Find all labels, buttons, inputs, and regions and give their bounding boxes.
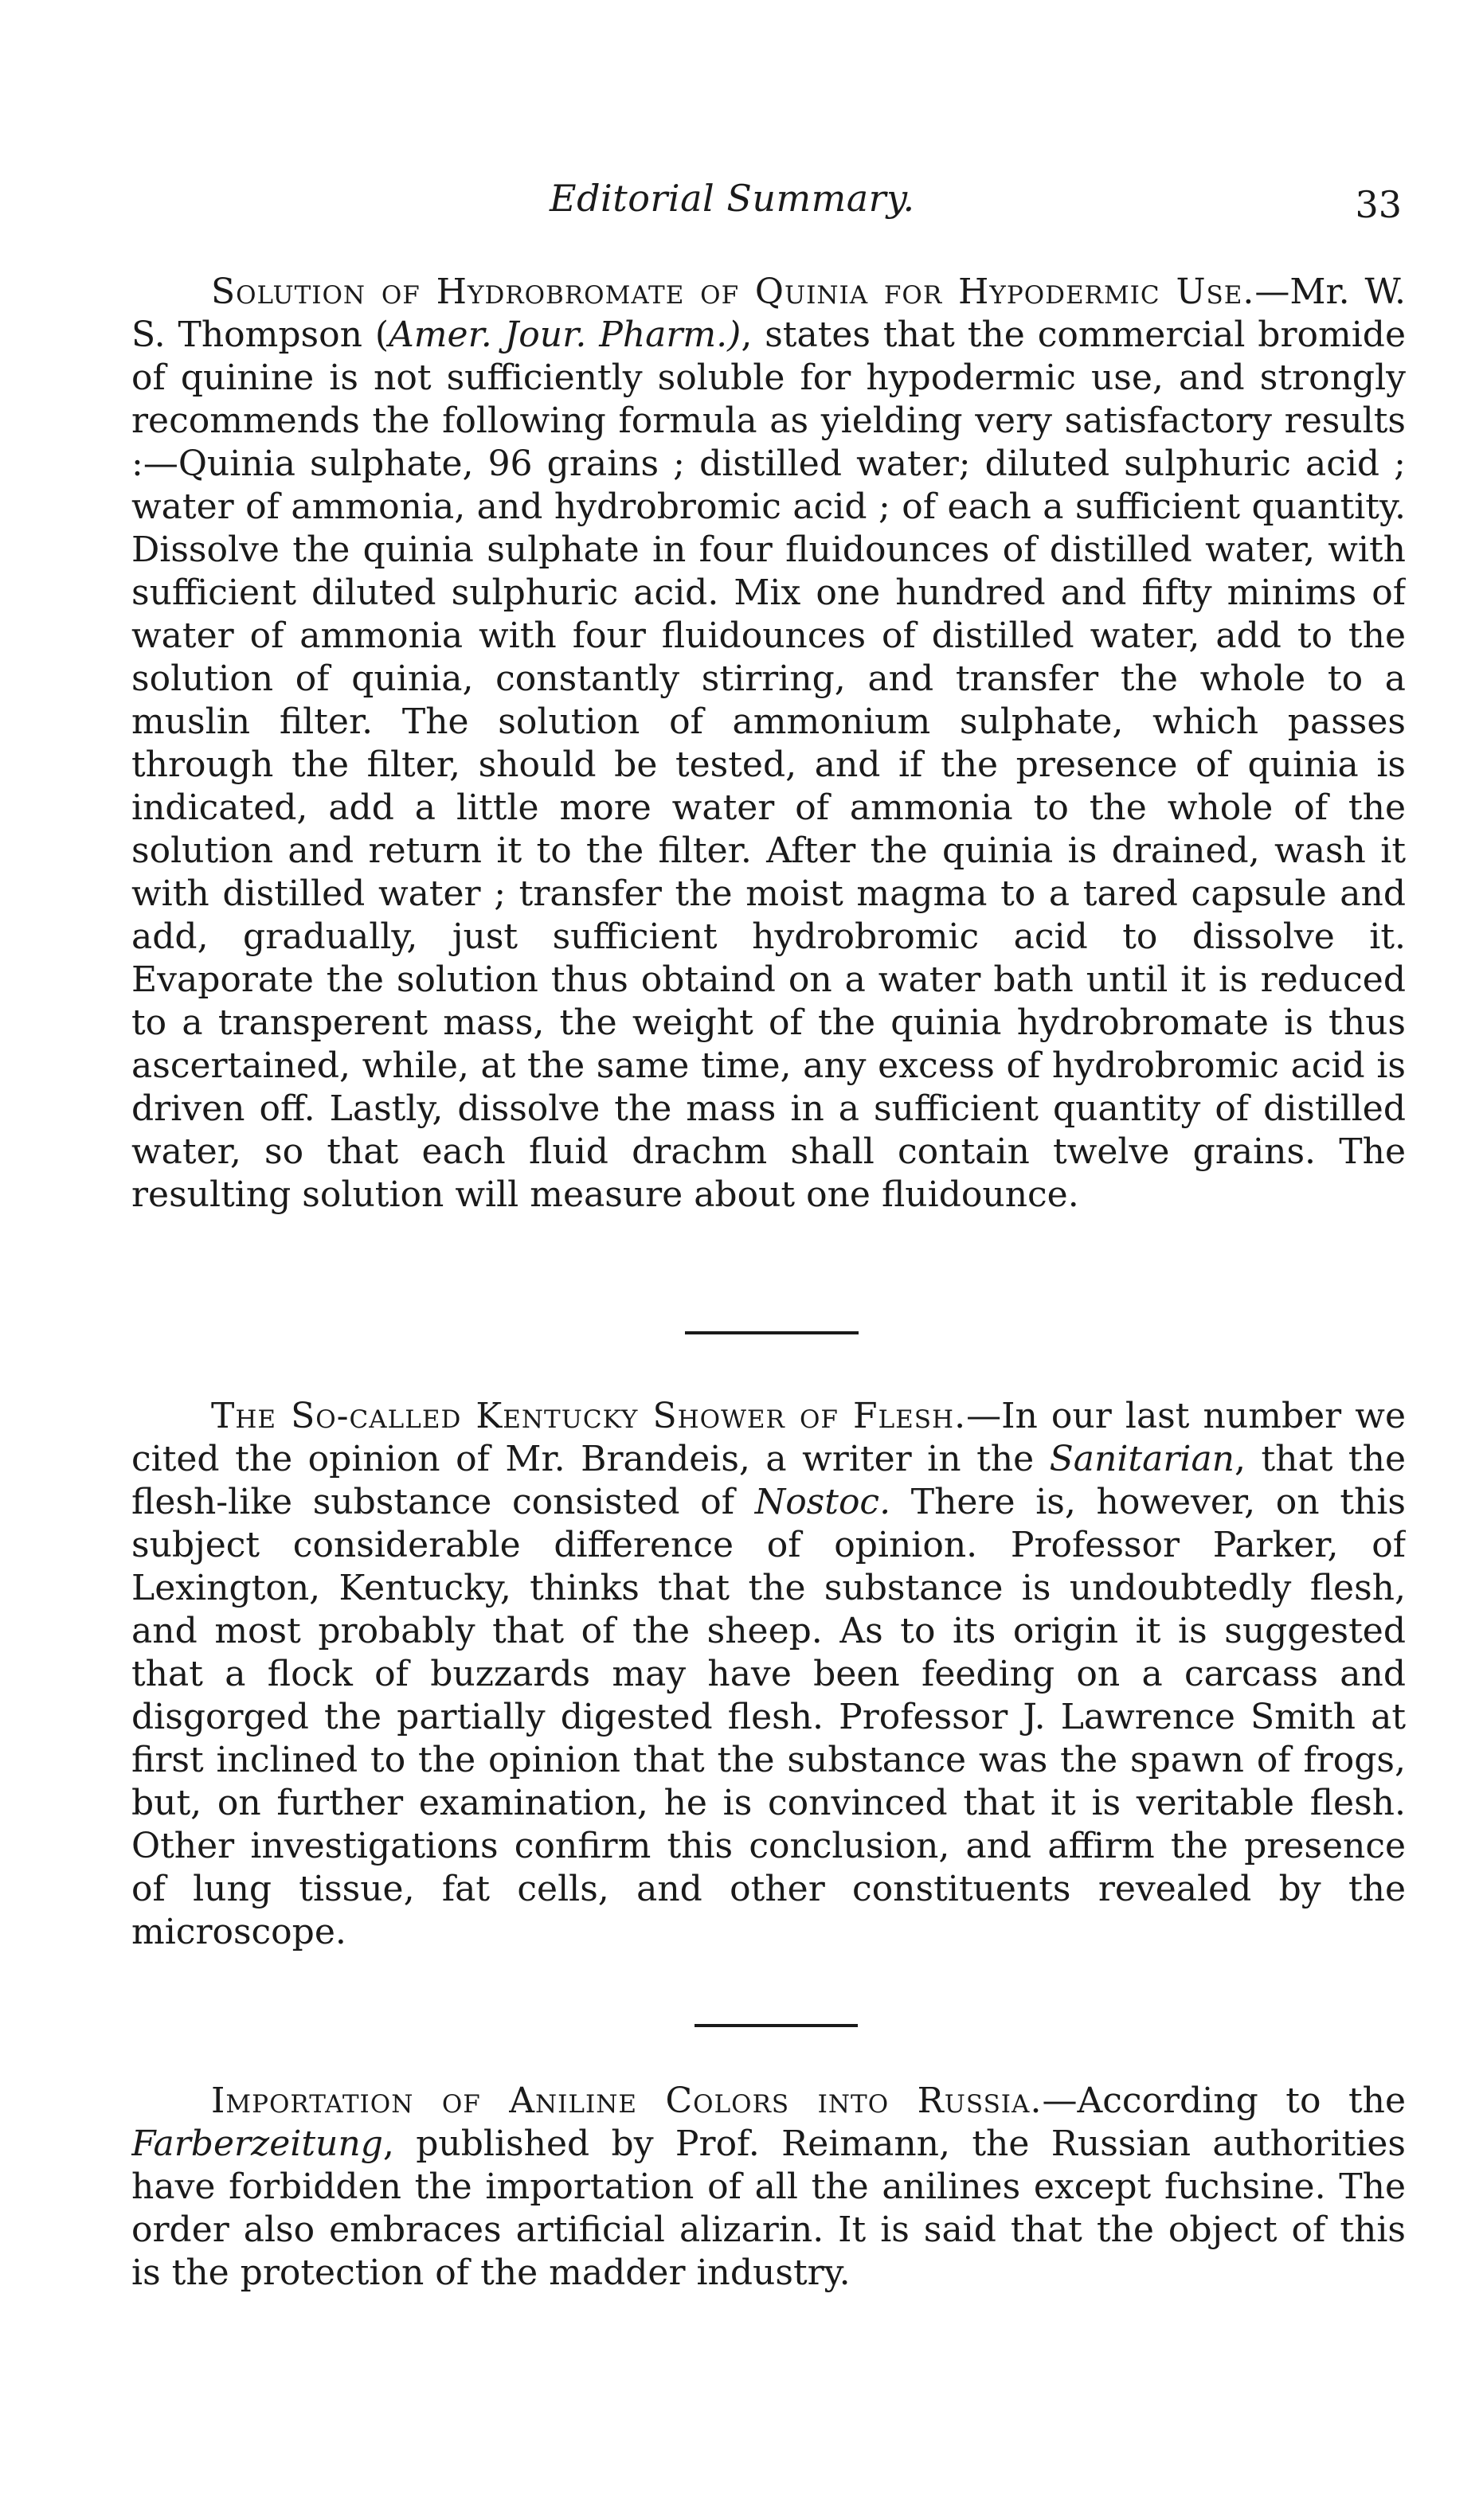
- page-number: 33: [1355, 183, 1402, 226]
- citation: Sanitarian: [1049, 1439, 1235, 1479]
- article-hydrobromate-of-quinia: [131, 271, 1406, 1217]
- citation: Farberzeitung: [131, 2123, 383, 2164]
- article-text: —According to the: [1042, 2080, 1406, 2121]
- article-heading: Solution of Hydrobromate of Quinia for Hypodermic Use.: [211, 272, 1255, 312]
- article-text: , published by Prof. Reimann, the Russian authorities have forbidden the importation of all the anilines except fuchsine. The order also embraces artificial alizarin. It is said that the object of this is the protection of the madder industry.: [131, 2123, 1406, 2293]
- section-divider: [685, 1331, 859, 1334]
- citation: Nostoc.: [754, 1482, 891, 1522]
- running-head: [127, 177, 1402, 225]
- article-text: There is, however, on this subject considerable difference of opinion. Professor Parker, of Lexington, Kentucky, thinks that the substance is undoubtedly flesh, and most probably that of the sheep. As to its origin it is suggested that a flock of buzzards may have been feeding on a carcass and disgorged the partially digested flesh. Professor J. Lawrence Smith at first inclined to the opinion that the substance was the spawn of frogs, but, on further examination, he is convinced that it is veritable flesh. Other investigations confirm this conclusion, and affirm the presence of lung tissue, fat cells, and other constituents revealed by the microscope.: [131, 1482, 1406, 1952]
- section-divider: [695, 2024, 858, 2027]
- article-aniline-colors-russia: [131, 2080, 1406, 2295]
- running-title: Editorial Summary.: [550, 177, 915, 220]
- article-text: , states that the commercial bromide of quinine is not sufficiently soluble for hypodermic use, and strongly recommends the following formula as yielding very satisfactory results :—Quinia sulphate, 96 grains ; distilled water; diluted sulphuric acid ; water of ammonia, and hydrobromic acid ; of each a sufficient quantity. Dissolve the quinia sulphate in four fluidounces of distilled water, with sufficient diluted sulphuric acid. Mix one hundred and fifty minims of water of ammonia with four fluidounces of distilled water, add to the solution of quinia, constantly stirring, and transfer the whole to a muslin filter. The solution of ammonium sulphate, which passes through the filter, should be tested, and if the presence of quinia is indicated, add a little more water of ammonia to the whole of the solution and return it to the filter. After the quinia is drained, wash it with distilled water ; transfer the moist magma to a tared capsule and add, gradually, just sufficient hydrobromic acid to dissolve it. Evaporate the solution thus obtaind on a water bath until it is reduced to a transperent mass, the weight of the quinia hydrobromate is thus ascertained, while, at the same time, any excess of hydrobromic acid is driven off. Lastly, dissolve the mass in a sufficient quantity of distilled water, so that each fluid drachm shall contain twelve grains. The resulting solution will measure about one fluidounce.: [131, 315, 1406, 1215]
- citation: Amer. Jour. Pharm.): [389, 315, 742, 355]
- article-kentucky-shower-of-flesh: [131, 1395, 1406, 1954]
- article-heading: Importation of Aniline Colors into Russia.: [211, 2080, 1043, 2121]
- article-text: —In our last number we cited the opinion of Mr. Brandeis, a writer in the: [131, 1396, 1406, 1479]
- article-text: —Mr. W. S. Thompson (: [131, 272, 1406, 355]
- article-text: , that the flesh-like substance consisted of: [131, 1439, 1406, 1522]
- article-heading: The So-called Kentucky Shower of Flesh.: [211, 1396, 967, 1436]
